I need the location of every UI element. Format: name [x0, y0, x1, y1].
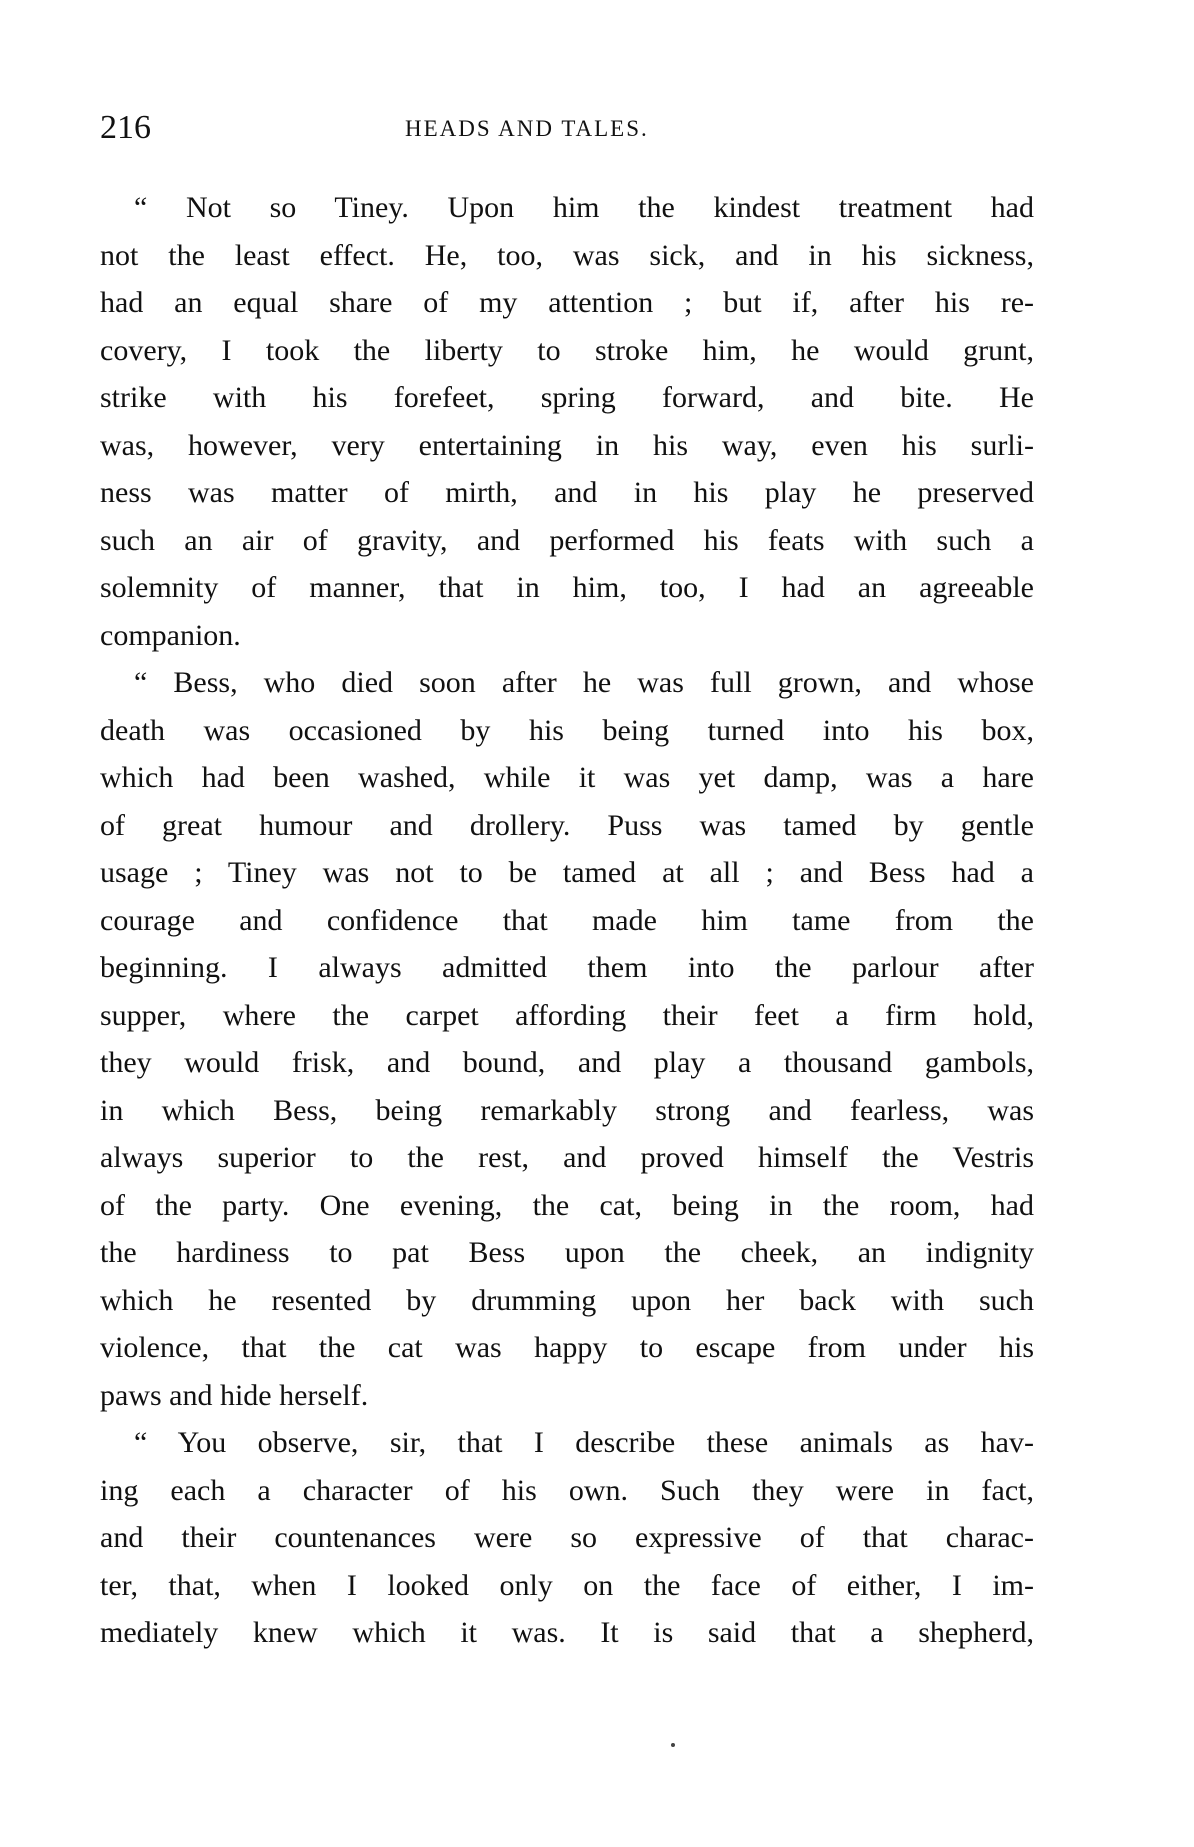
text-line: ness was matter of mirth, and in his play he preserved — [100, 476, 1034, 509]
text-line: companion. — [100, 618, 241, 652]
text-line: which had been washed, while it was yet damp, was a hare — [100, 761, 1034, 794]
text-line: the hardiness to pat Bess upon the cheek, an indignity — [100, 1236, 1034, 1269]
text-line: covery, I took the liberty to stroke him, he would grunt, — [100, 333, 1034, 367]
text-line: ing each a character of his own. Such they were in fact, — [100, 1473, 1034, 1507]
paragraph — [100, 1419, 1034, 1657]
text-line: of great humour and drollery. Puss was tamed by gentle — [100, 808, 1034, 842]
text-line: ter, that, when I looked only on the face of either, I im- — [100, 1568, 1034, 1602]
text-line: and their countenances were so expressive of that charac- — [100, 1521, 1034, 1554]
paragraph — [100, 184, 1034, 659]
text-line: violence, that the cat was happy to escape from under his — [100, 1331, 1034, 1364]
body-text — [100, 184, 1034, 1657]
text-line: had an equal share of my attention ; but if, after his re- — [100, 286, 1034, 319]
text-line: supper, where the carpet affording their feet a firm hold, — [100, 998, 1034, 1032]
text-line: “ Bess, who died soon after he was full grown, and whose — [134, 666, 1034, 699]
text-line: always superior to the rest, and proved himself the Vestris — [100, 1141, 1034, 1174]
text-line: which he resented by drumming upon her back with such — [100, 1283, 1034, 1317]
text-line: in which Bess, being remarkably strong and fearless, was — [100, 1093, 1034, 1127]
text-line: “ You observe, sir, that I describe these animals as hav- — [134, 1426, 1034, 1459]
text-line: solemnity of manner, that in him, too, I had an agreeable — [100, 571, 1034, 604]
text-line: not the least effect. He, too, was sick, and in his sickness, — [100, 238, 1034, 272]
text-line: beginning. I always admitted them into the parlour after — [100, 951, 1034, 984]
text-line: paws and hide herself. — [100, 1378, 369, 1412]
paragraph — [100, 659, 1034, 1419]
ink-speck — [671, 1743, 675, 1747]
text-line: usage ; Tiney was not to be tamed at all ; and Bess had a — [100, 856, 1034, 889]
text-line: such an air of gravity, and performed his feats with such a — [100, 523, 1034, 557]
text-line: strike with his forefeet, spring forward, and bite. He — [100, 381, 1034, 414]
text-line: death was occasioned by his being turned into his box, — [100, 713, 1034, 747]
text-line: of the party. One evening, the cat, being in the room, had — [100, 1188, 1034, 1222]
page-number: 216 — [100, 109, 151, 146]
text-line: courage and confidence that made him tame from the — [100, 903, 1034, 937]
text-line: was, however, very entertaining in his way, even his surli- — [100, 428, 1034, 462]
running-head: HEADS AND TALES. — [405, 116, 649, 141]
text-line: “ Not so Tiney. Upon him the kindest treatment had — [134, 191, 1034, 224]
text-line: they would frisk, and bound, and play a thousand gambols, — [100, 1046, 1034, 1079]
text-line: mediately knew which it was. It is said that a shepherd, — [100, 1616, 1034, 1649]
